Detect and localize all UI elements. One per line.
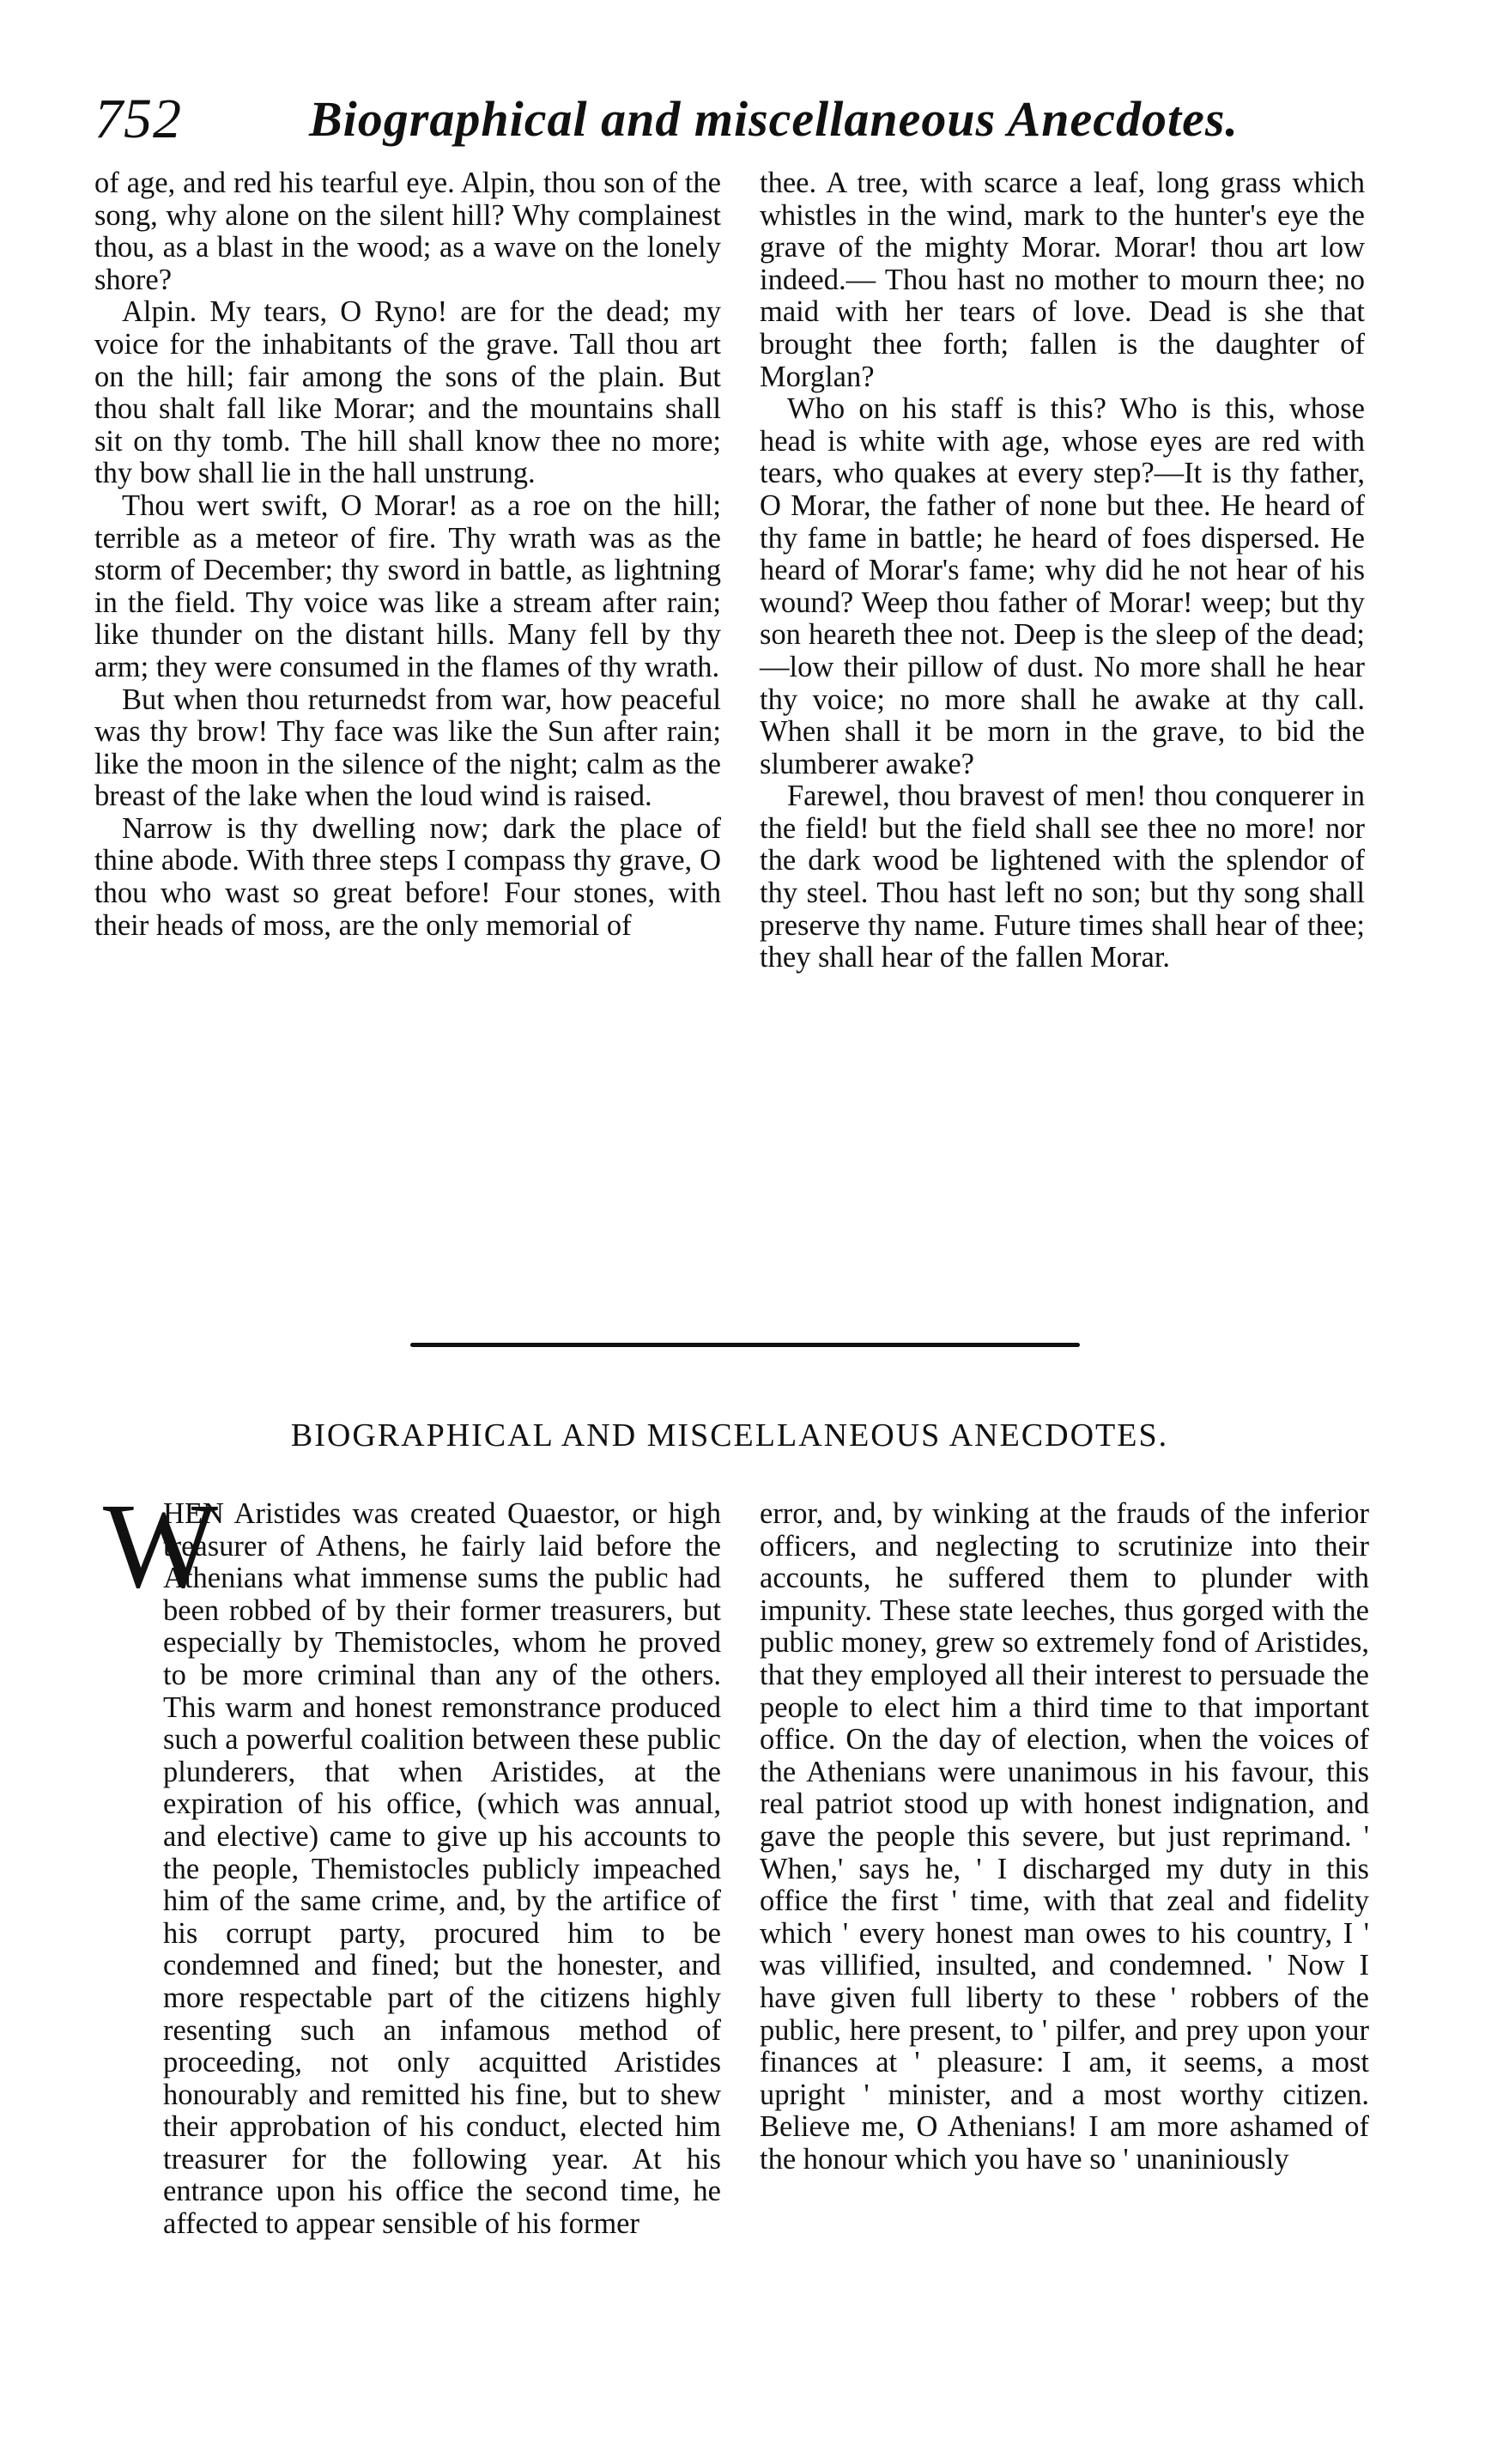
- page-number: 752: [94, 88, 182, 150]
- paragraph: Thou wert swift, O Morar! as a roe on the hill; terrible as a meteor of fire. Thy wrath was as the storm of December; thy sword in battle, as lightning in the field. Thy voice was like a stream after rain; like thunder on the distant hills. Many fell by thy arm; they were consumed in the flames of thy wrath.: [94, 489, 721, 683]
- paragraph: thee. A tree, with scarce a leaf, long grass which whistles in the wind, mark to the hunter's eye the grave of the mighty Morar. Morar! thou art low indeed.— Thou hast no mother to mourn thee; no maid with her tears of love. Dead is she that brought thee forth; fallen is the daughter of Morglan?: [760, 167, 1365, 393]
- top-left-column: [94, 167, 721, 1288]
- paragraph: Alpin. My tears, O Ryno! are for the dead; my voice for the inhabitants of the grave. Tall thou art on the hill; fair among the sons of the plain. But thou shalt fall like Morar; and the mountains shall sit on thy tomb. The hill shall know thee no more; thy bow shall lie in the hall unstrung.: [94, 295, 721, 490]
- paragraph: HEN Aristides was created Quaestor, or high treasurer of Athens, he fairly laid before the Athenians what immense sums the public had been robbed of by their former treasurers, but especially by Themistocles, whom he proved to be more criminal than any of the others. This warm and honest remonstrance produced such a powerful coalition between these public plunderers, that when Aristides, at the expiration of his office, (which was annual, and elective) came to give up his accounts to the people, Themistocles publicly impeached him of the same crime, and, by the artifice of his corrupt party, procured him to be condemned and fined; but the honester, and more respectable part of the citizens highly resenting such an infamous method of proceeding, not only acquitted Aristides honourably and remitted his fine, but to shew their approbation of his conduct, elected him treasurer for the following year. At his entrance upon his office the second time, he affected to appear sensible of his former: [163, 1497, 721, 2241]
- paragraph: Narrow is thy dwelling now; dark the place of thine abode. With three steps I compass thy grave, O thou who wast so great before! Four stones, with their heads of moss, are the only memorial of: [94, 811, 721, 942]
- drop-cap: W: [103, 1478, 219, 1613]
- bottom-right-column: [760, 1498, 1369, 2425]
- page-header: [94, 82, 1399, 159]
- section-title: BIOGRAPHICAL AND MISCELLANEOUS ANECDOTES.: [290, 1417, 1169, 1454]
- top-right-column: [760, 167, 1365, 1249]
- paragraph: of age, and red his tearful eye. Alpin, thou son of the song, why alone on the silent hill? Why complainest thou, as a blast in the wood; as a wave on the lonely shore?: [94, 167, 721, 296]
- paragraph: error, and, by winking at the frauds of the inferior officers, and neglecting to scrutinize into their accounts, he suffered them to plunder with impunity. These state leeches, thus gorged with the public money, grew so extremely fond of Aristides, that they employed all their interest to persuade the people to elect him a third time to that important office. On the day of election, when the voices of the Athenians were unanimous in his favour, this real patriot stood up with honest indignation, and gave the people this severe, but just reprimand. ' When,' says he, ' I discharged my duty in this office the first ' time, with that zeal and fidelity which ' every honest man owes to his country, I ' was villified, insulted, and condemned. ' Now I have given full liberty to these ' robbers of the public, here present, to ' pilfer, and prey upon your finances at ' pleasure: I am, it seems, a most upright ' minister, and a most worthy citizen. Believe me, O Athenians! I am more ashamed of the honour which you have so ' unaniniously: [760, 1497, 1369, 2176]
- paragraph: Who on his staff is this? Who is this, whose head is white with age, whose eyes are red with tears, who quakes at every step?—It is thy father, O Morar, the father of none but thee. He heard of thy fame in battle; he heard of foes dispersed. He heard of Morar's fame; why did he not hear of his wound? Weep thou father of Morar! weep; but thy son heareth thee not. Deep is the sleep of the dead;—low their pillow of dust. No more shall he hear thy voice; no more shall he awake at thy call. When shall it be morn in the grave, to bid the slumberer awake?: [760, 392, 1365, 780]
- section-divider-rule: [410, 1343, 1080, 1347]
- paragraph: But when thou returnedst from war, how peaceful was thy brow! Thy face was like the Sun after rain; like the moon in the silence of the night; calm as the breast of the lake when the loud wind is raised.: [94, 683, 721, 813]
- paragraph: Farewel, thou bravest of men! thou conquerer in the field! but the field shall see thee no more! nor the dark wood be lightened with the splendor of thy steel. Thou hast left no son; but thy song shall preserve thy name. Future times shall hear of thee; they shall hear of the fallen Morar.: [760, 780, 1365, 974]
- bottom-left-column: [163, 1498, 721, 2425]
- running-head: Biographical and miscellaneous Anecdotes.: [309, 91, 1239, 147]
